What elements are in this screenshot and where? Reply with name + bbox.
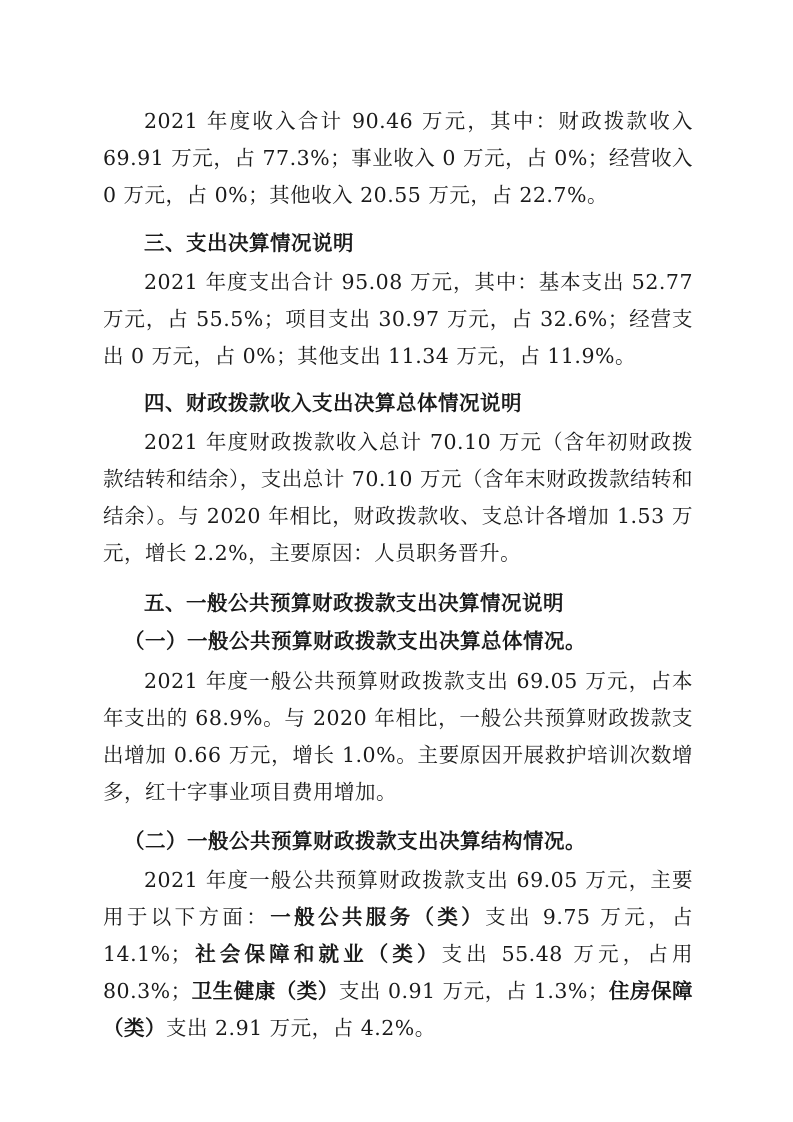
section-4-heading: 四、财政拨款收入支出决算总体情况说明 (144, 391, 522, 415)
section-3-heading: 三、支出决算情况说明 (144, 231, 354, 255)
fiscal-appropriation-paragraph: 2021 年度财政拨款收入总计 70.10 万元（含年初财政拨款结转和结余），支出总计 70.10 万元（含年末财政拨款结转和结余）。与 2020 年相比，财政拨款收、支总计各增加 1.53 万元，增长 2.2%，主要原因：人员职务晋升。 (103, 430, 693, 565)
item-social-security-label: 社会保障和就业（类） (191, 942, 442, 966)
item-health-label: 卫生健康（类） (191, 979, 339, 1003)
item-housing-text: 支出 2.91 万元，占 4.2%。 (166, 1016, 436, 1040)
item-general-public-services-label: 一般公共服务（类） (270, 905, 486, 929)
subsection-1-heading: （一）一般公共预算财政拨款支出决算总体情况。 (124, 629, 586, 653)
structure-intro-text: 2021 年度一般公共预算财政拨款支出 69.05 万元，主要用于以下方面： (103, 868, 693, 929)
general-budget-structure-paragraph (103, 862, 693, 1047)
section-5-heading: 五、一般公共预算财政拨款支出决算情况说明 (144, 591, 564, 615)
expenditure-summary-paragraph: 2021 年度支出合计 95.08 万元，其中：基本支出 52.77 万元，占 55.5%；项目支出 30.97 万元，占 32.6%；经营支出 0 万元，占 0%；其他支出 11.34 万元，占 11.9%。 (103, 270, 693, 368)
subsection-2-heading: （二）一般公共预算财政拨款支出决算结构情况。 (124, 829, 586, 853)
item-general-public-services-text: 支出 9.75 万元，占 14.1%； (103, 905, 693, 966)
general-budget-overall-paragraph: 2021 年度一般公共预算财政拨款支出 69.05 万元，占本年支出的 68.9%。与 2020 年相比，一般公共预算财政拨款支出增加 0.66 万元，增长 1.0%。主要原因开展救护培训次数增多，红十字事业项目费用增加。 (103, 669, 693, 804)
item-social-security-text: 支出 55.48 万元，占用 80.3%； (103, 942, 693, 1003)
item-health-text: 支出 0.91 万元，占 1.3%； (338, 979, 609, 1003)
item-housing-label: 住房保障（类） (103, 979, 694, 1040)
income-summary-paragraph: 2021 年度收入合计 90.46 万元，其中：财政拨款收入 69.91 万元，占 77.3%；事业收入 0 万元，占 0%；经营收入 0 万元，占 0%；其他收入 20.55 万元，占 22.7%。 (103, 109, 693, 207)
